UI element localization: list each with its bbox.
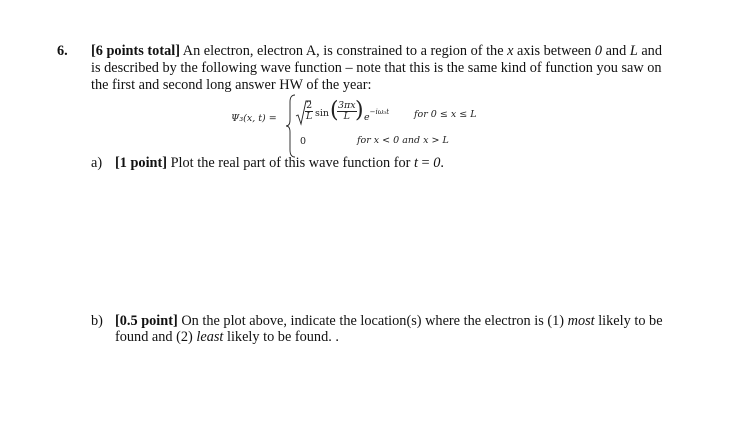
question-intro-line-2: is described by the following wave function – note that this is the same kind of function you saw on: [91, 60, 662, 76]
condition-1: for 0 ≤ x ≤ L: [414, 109, 477, 120]
part-a-text: [1 point] Plot the real part of this wave function for t = 0.: [115, 155, 444, 171]
question-intro-line-1: [6 points total] An electron, electron A, is constrained to a region of the x axis between 0 and L and: [91, 43, 662, 59]
condition-2: for x < 0 and x > L: [357, 135, 449, 146]
part-b-text-line-1: [0.5 point] On the plot above, indicate the location(s) where the electron is (1) most likely to be: [115, 313, 663, 329]
sine-function: sin: [315, 108, 330, 119]
sine-left-paren: (: [330, 98, 339, 123]
question-intro-line-3: the first and second long answer HW of the year:: [91, 77, 372, 93]
part-a-label: a): [91, 155, 103, 171]
question-number: 6.: [57, 43, 68, 59]
part-b-text-line-2: found and (2) least likely to be found. .: [115, 329, 339, 345]
sqrt-fraction: $\frac{2}{L}$: [306, 100, 313, 122]
equation-lhs: Ψ₃(x, t) =: [231, 113, 277, 124]
points-label: [6 points total]: [91, 43, 180, 59]
sine-right-paren: ): [355, 98, 364, 123]
sine-argument: $\frac{3\pi x}{L}$: [338, 100, 356, 122]
case-2-value: 0: [300, 136, 307, 147]
exponential: $e^{-i\omega_3t}$: [364, 108, 390, 124]
part-b-label: b): [91, 313, 103, 329]
